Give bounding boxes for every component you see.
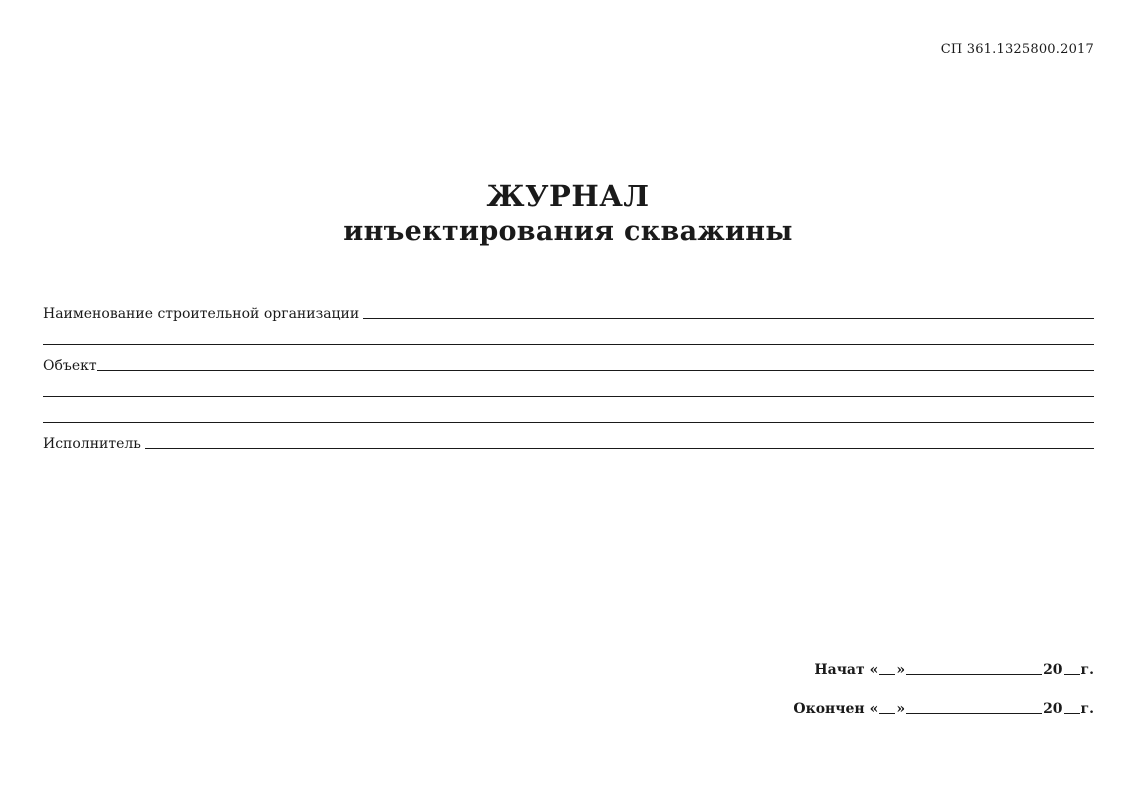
date-started-year-blank[interactable]	[1064, 674, 1080, 675]
date-started-year-prefix: 20	[1043, 662, 1063, 678]
date-started-day-blank[interactable]	[879, 674, 895, 675]
date-finished-day-blank[interactable]	[879, 713, 895, 714]
date-finished-year-blank[interactable]	[1064, 713, 1080, 714]
date-finished-close-quote: »	[896, 701, 906, 717]
field-object-line-3[interactable]	[43, 422, 1094, 423]
field-executor-line[interactable]	[145, 448, 1094, 449]
date-started-open-quote: «	[869, 662, 879, 678]
field-object-line-2[interactable]	[43, 396, 1094, 397]
date-finished-year-suffix: г.	[1080, 701, 1094, 717]
date-finished-label: Окончен	[793, 701, 865, 717]
field-object	[43, 348, 1094, 374]
date-started-month-blank[interactable]	[906, 674, 1042, 675]
date-finished-open-quote: «	[869, 701, 879, 717]
date-finished	[793, 697, 1094, 717]
field-object-continued	[43, 374, 1094, 400]
date-started-label: Начат	[814, 662, 865, 678]
date-started-close-quote: »	[896, 662, 906, 678]
date-finished-month-blank[interactable]	[906, 713, 1042, 714]
field-executor-label: Исполнитель	[43, 436, 141, 452]
field-object-line[interactable]	[97, 370, 1094, 371]
field-executor	[43, 426, 1094, 452]
date-started-year-suffix: г.	[1080, 662, 1094, 678]
field-organization-line-2[interactable]	[43, 344, 1094, 345]
date-finished-year-prefix: 20	[1043, 701, 1063, 717]
standard-code: СП 361.1325800.2017	[940, 42, 1094, 57]
field-organization-label: Наименование строительной организации	[43, 306, 360, 322]
date-block	[793, 658, 1094, 736]
date-started	[793, 658, 1094, 678]
document-title	[0, 178, 1136, 250]
field-organization-line[interactable]	[363, 318, 1094, 319]
field-organization-continued	[43, 322, 1094, 348]
title-subtitle: инъектирования скважины	[343, 216, 793, 247]
field-organization	[43, 296, 1094, 322]
field-object-label: Объект	[43, 358, 97, 374]
field-object-continued-2	[43, 400, 1094, 426]
form-fields	[43, 296, 1094, 452]
title-main: ЖУРНАЛ	[486, 179, 650, 213]
